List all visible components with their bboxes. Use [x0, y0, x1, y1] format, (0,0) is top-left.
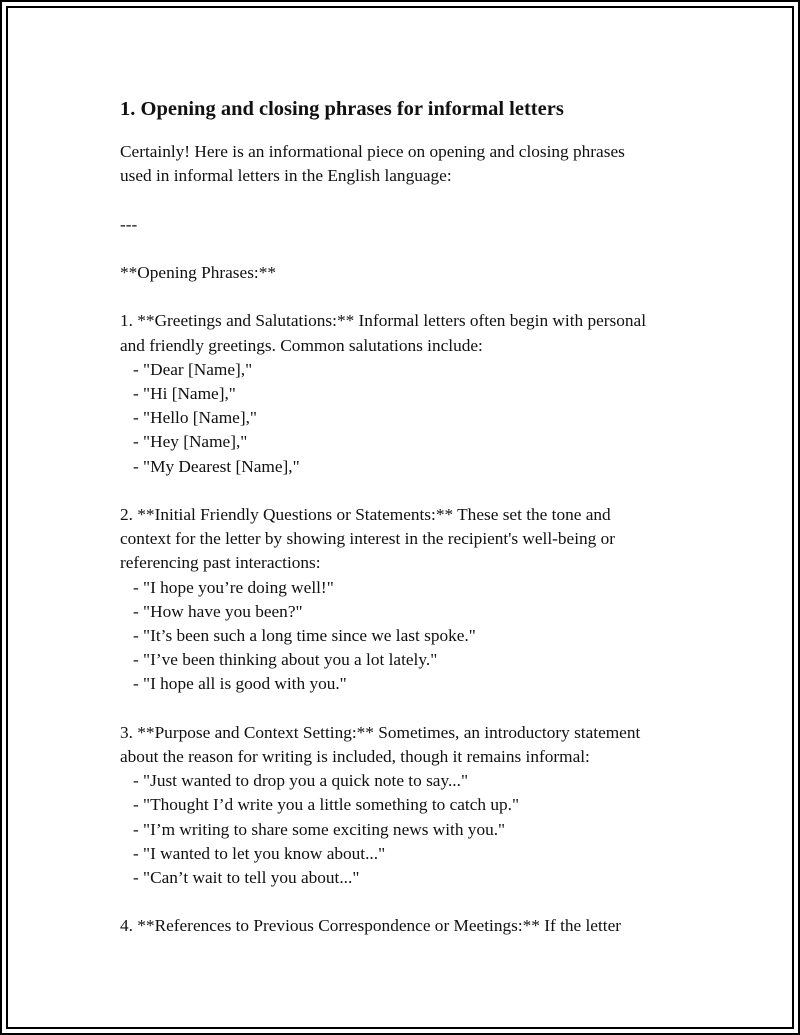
text-line: - "I’ve been thinking about you a lot lately." — [120, 650, 438, 670]
text-line: --- — [120, 214, 138, 234]
text-line: used in informal letters in the English language: — [120, 166, 452, 186]
text-line: referencing past interactions: — [120, 553, 321, 573]
document-heading: 1. Opening and closing phrases for informal letters — [120, 98, 564, 120]
text-line: - "I hope you’re doing well!" — [120, 577, 334, 597]
text-line: about the reason for writing is included, though it remains informal: — [120, 747, 590, 766]
text-line: - "How have you been?" — [120, 601, 303, 621]
text-line: - "It’s been such a long time since we last spoke." — [120, 626, 476, 645]
blank-line — [120, 890, 700, 914]
document-body — [120, 94, 700, 939]
blank-line — [120, 479, 700, 503]
text-line: - "Hi [Name]," — [120, 383, 236, 403]
text-line: 1. **Greetings and Salutations:** Informal letters often begin with personal — [120, 311, 646, 331]
document-text — [120, 140, 700, 939]
text-line: - "Hello [Name]," — [120, 408, 257, 428]
text-line: **Opening Phrases:** — [120, 262, 276, 282]
text-line: - "Can’t wait to tell you about..." — [120, 868, 360, 888]
text-line: - "Dear [Name]," — [120, 359, 253, 379]
blank-line — [120, 697, 700, 721]
text-line: 2. **Initial Friendly Questions or Statements:** These set the tone and — [120, 504, 611, 524]
blank-line — [120, 188, 700, 212]
text-line: - "Thought I’d write you a little something to catch up." — [120, 795, 520, 815]
text-line: - "I wanted to let you know about..." — [120, 843, 386, 863]
text-line: - "Hey [Name]," — [120, 432, 248, 452]
blank-line — [120, 285, 700, 309]
text-line: - "My Dearest [Name]," — [120, 456, 300, 476]
blank-line — [120, 237, 700, 261]
text-line: Certainly! Here is an informational piece on opening and closing phrases — [120, 142, 625, 161]
text-line: 4. **References to Previous Correspondence or Meetings:** If the letter — [120, 916, 622, 936]
text-line: - "Just wanted to drop you a quick note to say..." — [120, 771, 468, 791]
text-line: and friendly greetings. Common salutations include: — [120, 335, 483, 355]
text-line: - "I hope all is good with you." — [120, 674, 347, 694]
text-line: - "I’m writing to share some exciting news with you." — [120, 819, 506, 839]
text-line: 3. **Purpose and Context Setting:** Sometimes, an introductory statement — [120, 722, 641, 742]
text-line: context for the letter by showing interest in the recipient's well-being or — [120, 529, 616, 549]
